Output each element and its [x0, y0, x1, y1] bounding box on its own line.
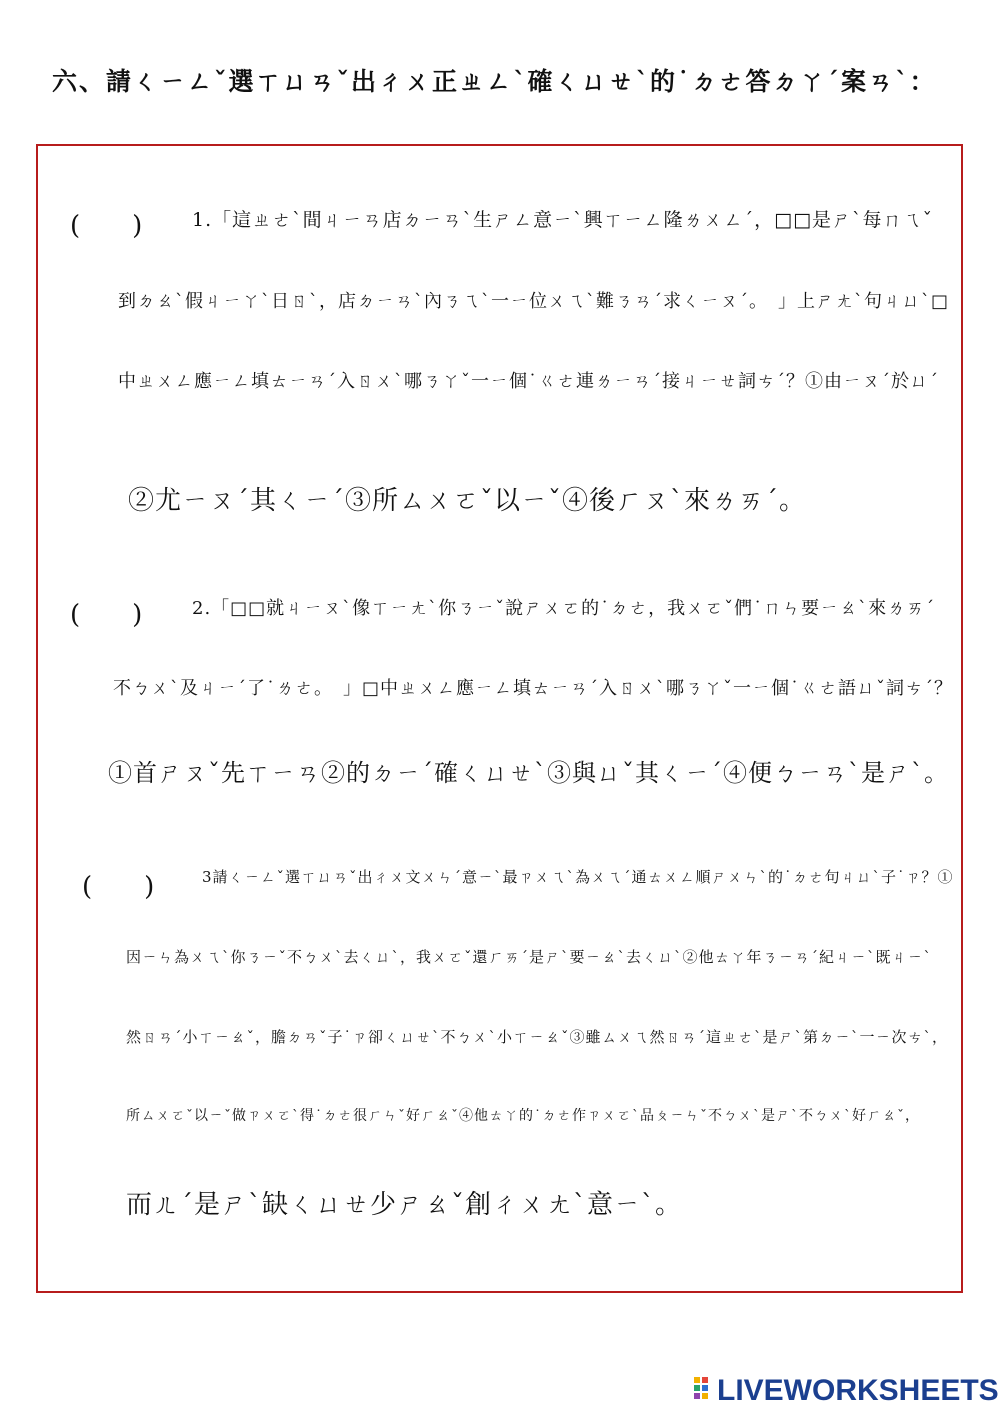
answer-input-2[interactable]	[86, 589, 176, 629]
liveworksheets-logo	[693, 1374, 999, 1410]
question-1-line-1: 1.「這ㄓㄜˋ間ㄐㄧㄢ店ㄉㄧㄢˋ生ㄕㄥ意ㄧˋ興ㄒㄧㄥ隆ㄌㄨㄥˊ，□□是ㄕˋ每ㄇㄟˇ	[192, 209, 934, 231]
question-1-line-2: 到ㄉㄠˋ假ㄐㄧㄚˋ日ㄖˋ，店ㄉㄧㄢˋ內ㄋㄟˋ一ㄧ位ㄨㄟˋ難ㄋㄢˊ求ㄑㄧㄡˊ。 」上ㄕㄤˋ句ㄐㄩˋ□	[118, 291, 950, 312]
worksheet-title: 六、請ㄑㄧㄥˇ選ㄒㄩㄢˇ出ㄔㄨ正ㄓㄥˋ確ㄑㄩㄝˋ的˙ㄉㄜ答ㄉㄚˊ案ㄢˋ：	[52, 67, 937, 96]
question-3-line-4: 所ㄙㄨㄛˇ以ㄧˇ做ㄗㄨㄛˋ得˙ㄉㄜ很ㄏㄣˇ好ㄏㄠˇ④他ㄊㄚ的˙ㄉㄜ作ㄗㄨㄛˋ品ㄆㄧㄣˇ不ㄅㄨˋ是ㄕˋ不ㄅㄨˋ好ㄏㄠˇ，	[126, 1108, 920, 1124]
question-3-line-5: 而ㄦˊ是ㄕˋ缺ㄑㄩㄝ少ㄕㄠˇ創ㄔㄨㄤˋ意ㄧˋ。	[126, 1190, 683, 1220]
question-1-line-3: 中ㄓㄨㄥ應ㄧㄥ填ㄊㄧㄢˊ入ㄖㄨˋ哪ㄋㄚˇ一ㄧ個˙ㄍㄜ連ㄌㄧㄢˊ接ㄐㄧㄝ詞ㄘˊ？①由ㄧㄡˊ於ㄩˊ	[118, 371, 939, 392]
question-2-line-3: ①首ㄕㄡˇ先ㄒㄧㄢ②的ㄉㄧˊ確ㄑㄩㄝˋ③與ㄩˇ其ㄑㄧˊ④便ㄅㄧㄢˋ是ㄕˋ。	[108, 759, 949, 787]
answer-paren-2: ( )	[70, 600, 143, 630]
question-1-line-4: ②尤ㄧㄡˊ其ㄑㄧˊ③所ㄙㄨㄛˇ以ㄧˇ④後ㄏㄡˋ來ㄌㄞˊ。	[128, 486, 807, 516]
liveworksheets-logo-text: LIVEWORKSHEETS	[717, 1374, 999, 1407]
question-3-line-3: 然ㄖㄢˊ小ㄒㄧㄠˇ，膽ㄉㄢˇ子˙ㄗ卻ㄑㄩㄝˋ不ㄅㄨˋ小ㄒㄧㄠˇ③雖ㄙㄨㄟ然ㄖㄢˊ這ㄓㄜˋ是ㄕˋ第ㄉㄧˋ一ㄧ次ㄘˋ，	[126, 1028, 949, 1046]
answer-input-3[interactable]	[98, 861, 188, 901]
liveworksheets-logo-icon	[693, 1375, 715, 1403]
question-2-line-1: 2.「□□就ㄐㄧㄡˋ像ㄒㄧㄤˋ你ㄋㄧˇ說ㄕㄨㄛ的˙ㄉㄜ，我ㄨㄛˇ們˙ㄇㄣ要ㄧㄠˋ來ㄌㄞˊ	[192, 598, 936, 619]
answer-paren-3: ( )	[82, 872, 155, 902]
question-3-line-2: 因ㄧㄣ為ㄨㄟˋ你ㄋㄧˇ不ㄅㄨˋ去ㄑㄩˋ，我ㄨㄛˇ還ㄏㄞˊ是ㄕˋ要ㄧㄠˋ去ㄑㄩˋ②他ㄊㄚ年ㄋㄧㄢˊ紀ㄐㄧˋ既ㄐㄧˋ	[126, 948, 933, 966]
answer-input-1[interactable]	[86, 200, 176, 240]
question-3-line-1: 3請ㄑㄧㄥˇ選ㄒㄩㄢˇ出ㄔㄨ文ㄨㄣˊ意ㄧˋ最ㄗㄨㄟˋ為ㄨㄟˊ通ㄊㄨㄥ順ㄕㄨㄣˋ的˙ㄉㄜ句ㄐㄩˋ子˙ㄗ？①	[202, 868, 954, 886]
answer-paren-1: ( )	[70, 211, 143, 241]
question-2-line-2: 不ㄅㄨˋ及ㄐㄧˊ了˙ㄌㄜ。 」□中ㄓㄨㄥ應ㄧㄥ填ㄊㄧㄢˊ入ㄖㄨˋ哪ㄋㄚˇ一ㄧ個˙ㄍㄜ語ㄩˇ詞ㄘˊ？	[113, 678, 954, 699]
